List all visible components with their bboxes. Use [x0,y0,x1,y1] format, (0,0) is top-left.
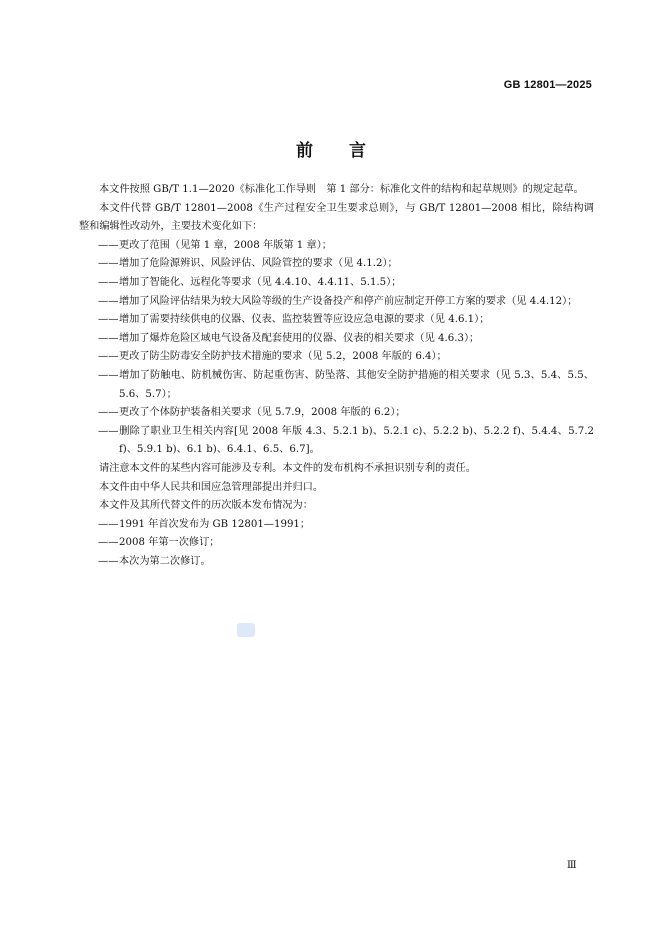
change-item [79,293,594,312]
dash-mark: —— [98,555,119,567]
change-item-text: 增加了需要持续供电的仪器、仪表、监控装置等应设应急电源的要求（见 4.6.1）； [119,314,490,326]
change-item-text: 增加了智能化、远程化等要求（见 4.4.10、4.4.11、5.1.5）； [119,276,402,288]
dash-mark: —— [98,314,119,326]
paragraph-drafting-rules: 本文件按照 GB/T 1.1—2020《标准化工作导则 第 1 部分：标准化文件的结构和起草规则》的规定起草。 [99,184,584,195]
dash-mark: —— [98,425,119,437]
change-item [79,237,594,256]
standard-code: GB 12801—2025 [503,79,592,91]
history-item-text: 1991 年首次发布为 GB 12801—1991； [119,518,311,530]
change-item [79,255,594,274]
change-item-text: 更改了防尘防毒安全防护技术措施的要求（见 5.2，2008 年版的 6.4）； [119,351,447,363]
change-item-text: 增加了危险源辨识、风险评估、风险管控的要求（见 4.1.2）； [119,258,398,270]
paragraph-replacement: 本文件代替 GB/T 12801—2008《生产过程安全卫生要求总则》，与 GB/T 12801—2008 相比，除结构调整和编辑性改动外，主要技术变化如下： [79,202,594,233]
change-item [79,274,594,293]
dash-mark: —— [98,537,119,549]
dash-mark: —— [98,518,119,530]
watermark-mark [237,623,255,637]
history-item [79,553,594,572]
history-item-text: 2008 年第一次修订； [119,537,220,549]
foreword-body [79,181,594,571]
dash-mark: —— [98,239,119,251]
change-item [79,423,594,460]
change-item-text: 更改了范围（见第 1 章，2008 年版第 1 章）； [119,239,332,251]
page-title [0,136,662,161]
change-item [79,330,594,349]
change-item-text: 更改了个体防护装备相关要求（见 5.7.9，2008 年版的 6.2）； [119,407,406,419]
history-item [79,534,594,553]
title-char-2: 言 [349,141,366,161]
dash-mark: —— [98,295,119,307]
paragraph-history-intro: 本文件及其所代替文件的历次版本发布情况为： [99,500,313,512]
dash-mark: —— [98,332,119,344]
change-item [79,311,594,330]
change-item-text: 增加了风险评估结果为较大风险等级的生产设备投产和停产前应制定开停工方案的要求（见 4.4.12）； [119,295,578,307]
change-item-text: 增加了爆炸危险区域电气设备及配套使用的仪器、仪表的相关要求（见 4.6.3）； [119,332,480,344]
paragraph-proposer: 本文件由中华人民共和国应急管理部提出并归口。 [99,481,324,493]
title-char-1: 前 [296,141,313,161]
history-item [79,516,594,535]
change-item [79,404,594,423]
change-item [79,367,594,404]
change-item-text: 删除了职业卫生相关内容[见 2008 年版 4.3、5.2.1 b)、5.2.1 c)、5.2.2 b)、5.2.2 f)、5.4.4、5.7.2 f)、5.9.1 b)、6.1 b)、6.4.1、6.5、6.7]。 [119,425,594,456]
page-number: Ⅲ [567,860,577,871]
paragraph-patent-notice: 请注意本文件的某些内容可能涉及专利。本文件的发布机构不承担识别专利的责任。 [99,462,476,474]
history-item-text: 本次为第二次修订。 [119,555,211,567]
dash-mark: —— [98,258,119,270]
dash-mark: —— [98,407,119,419]
dash-mark: —— [98,369,119,381]
change-item [79,348,594,367]
dash-mark: —— [98,276,119,288]
dash-mark: —— [98,351,119,363]
change-item-text: 增加了防触电、防机械伤害、防起重伤害、防坠落、其他安全防护措施的相关要求（见 5.3、5.4、5.5、5.6、5.7）； [119,369,594,400]
